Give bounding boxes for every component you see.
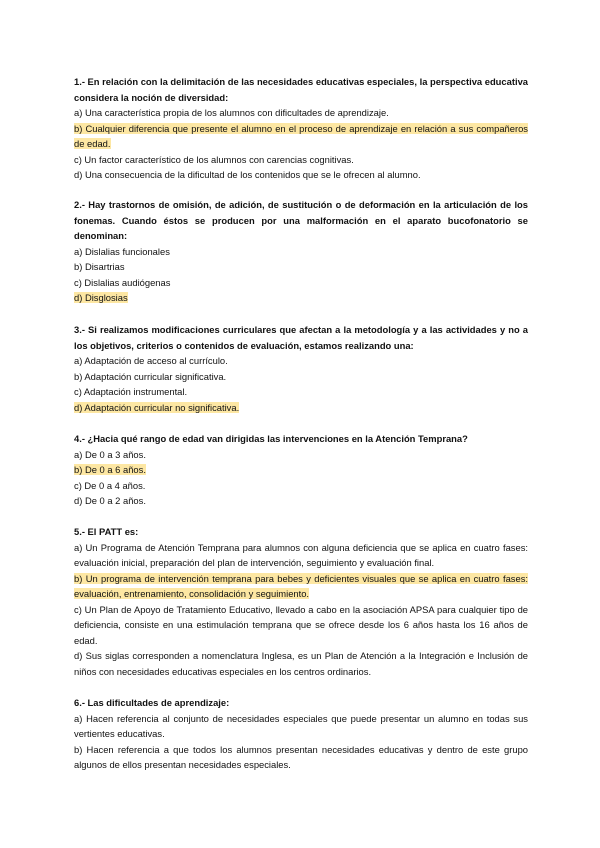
question-2-option-d [74,290,528,306]
question-3-option-a: a) Adaptación de acceso al currículo. [74,355,228,366]
question-4-option-c: c) De 0 a 4 años. [74,479,146,491]
question-4 [74,431,528,509]
question-1-option-c: c) Un factor característico de los alumnos con carencias cognitivas. [74,153,354,165]
question-5-text: 5.- El PATT es: [74,526,139,537]
question-2-text: 2.- Hay trastornos de omisión, de adición, de sustitución o de deformación en la articulación de los fonemas. Cuando éstos se producen por una malformación en el aparato bucofonatorio se denominan: [74,199,528,241]
question-5-option-b [74,571,528,602]
question-6-option-a: a) Hacen referencia al conjunto de necesidades especiales que puede presentar un alumno en todas sus vertientes educativas. [74,712,528,739]
question-6-option-b: b) Hacen referencia a que todos los alumnos presentan necesidades educativas y dentro de este grupo algunos de ellos presentan necesidades especiales. [74,743,528,770]
question-4-option-b [74,462,528,478]
question-5 [74,524,528,679]
question-3-text: 3.- Si realizamos modificaciones curriculares que afectan a la metodología y a las actividades y no a los objetivos, criterios o contenidos de evaluación, estamos realizando una: [74,324,528,351]
question-1 [74,74,528,183]
question-4-option-a: a) De 0 a 3 años. [74,448,146,460]
highlighted-answer: b) Cualquier diferencia que presente el alumno en el proceso de aprendizaje en relación a sus compañeros de edad. [74,122,528,149]
question-1-option-a: a) Una característica propia de los alumnos con dificultades de aprendizaje. [74,107,389,118]
question-4-text: 4.- ¿Hacia qué rango de edad van dirigidas las intervenciones en la Atención Temprana? [74,433,468,444]
highlighted-answer: b) De 0 a 6 años. [74,464,146,475]
question-3 [74,322,528,415]
highlighted-answer: b) Un programa de intervención temprana para bebes y deficientes visuales que se aplica en cuatro fases: evaluación, entrenamiento, consolidación y seguimiento. [74,572,528,599]
question-5-option-c: c) Un Plan de Apoyo de Tratamiento Educativo, llevado a cabo en la asociación APSA para cualquier tipo de deficiencia, consiste en una estimulación temprana que se ofrece desde los 6 años hasta los 16 años de edad. [74,603,528,646]
question-3-option-c: c) Adaptación instrumental. [74,386,188,397]
question-2-option-a: a) Dislalias funcionales [74,245,170,257]
question-2-option-b: b) Disartrias [74,261,125,272]
question-1-option-d: d) Una consecuencia de la dificultad de los contenidos que se le ofrecen al alumno. [74,169,421,180]
question-6 [74,695,528,773]
question-4-option-d: d) De 0 a 2 años. [74,495,146,506]
question-1-text: 1.- En relación con la delimitación de las necesidades educativas especiales, la perspectiva educativa considera la noción de diversidad: [74,76,528,103]
question-2 [74,197,528,306]
question-5-option-a: a) Un Programa de Atención Temprana para alumnos con alguna deficiencia que se aplica en cuatro fases: evaluación inicial, preparación del plan de intervención, seguimiento y evaluación final. [74,541,528,568]
highlighted-answer: d) Disglosias [74,292,128,303]
highlighted-answer: d) Adaptación curricular no significativa. [74,401,240,413]
question-2-option-c: c) Dislalias audiógenas [74,276,171,288]
question-1-option-b [74,121,528,152]
question-3-option-b: b) Adaptación curricular significativa. [74,370,227,382]
question-5-option-d: d) Sus siglas corresponden a nomenclatura Inglesa, es un Plan de Atención a la Integración e Inclusión de niños con necesidades educativas especiales en los centros ordinarios. [74,650,528,677]
question-3-option-d [74,400,528,416]
question-6-text: 6.- Las dificultades de aprendizaje: [74,697,230,708]
